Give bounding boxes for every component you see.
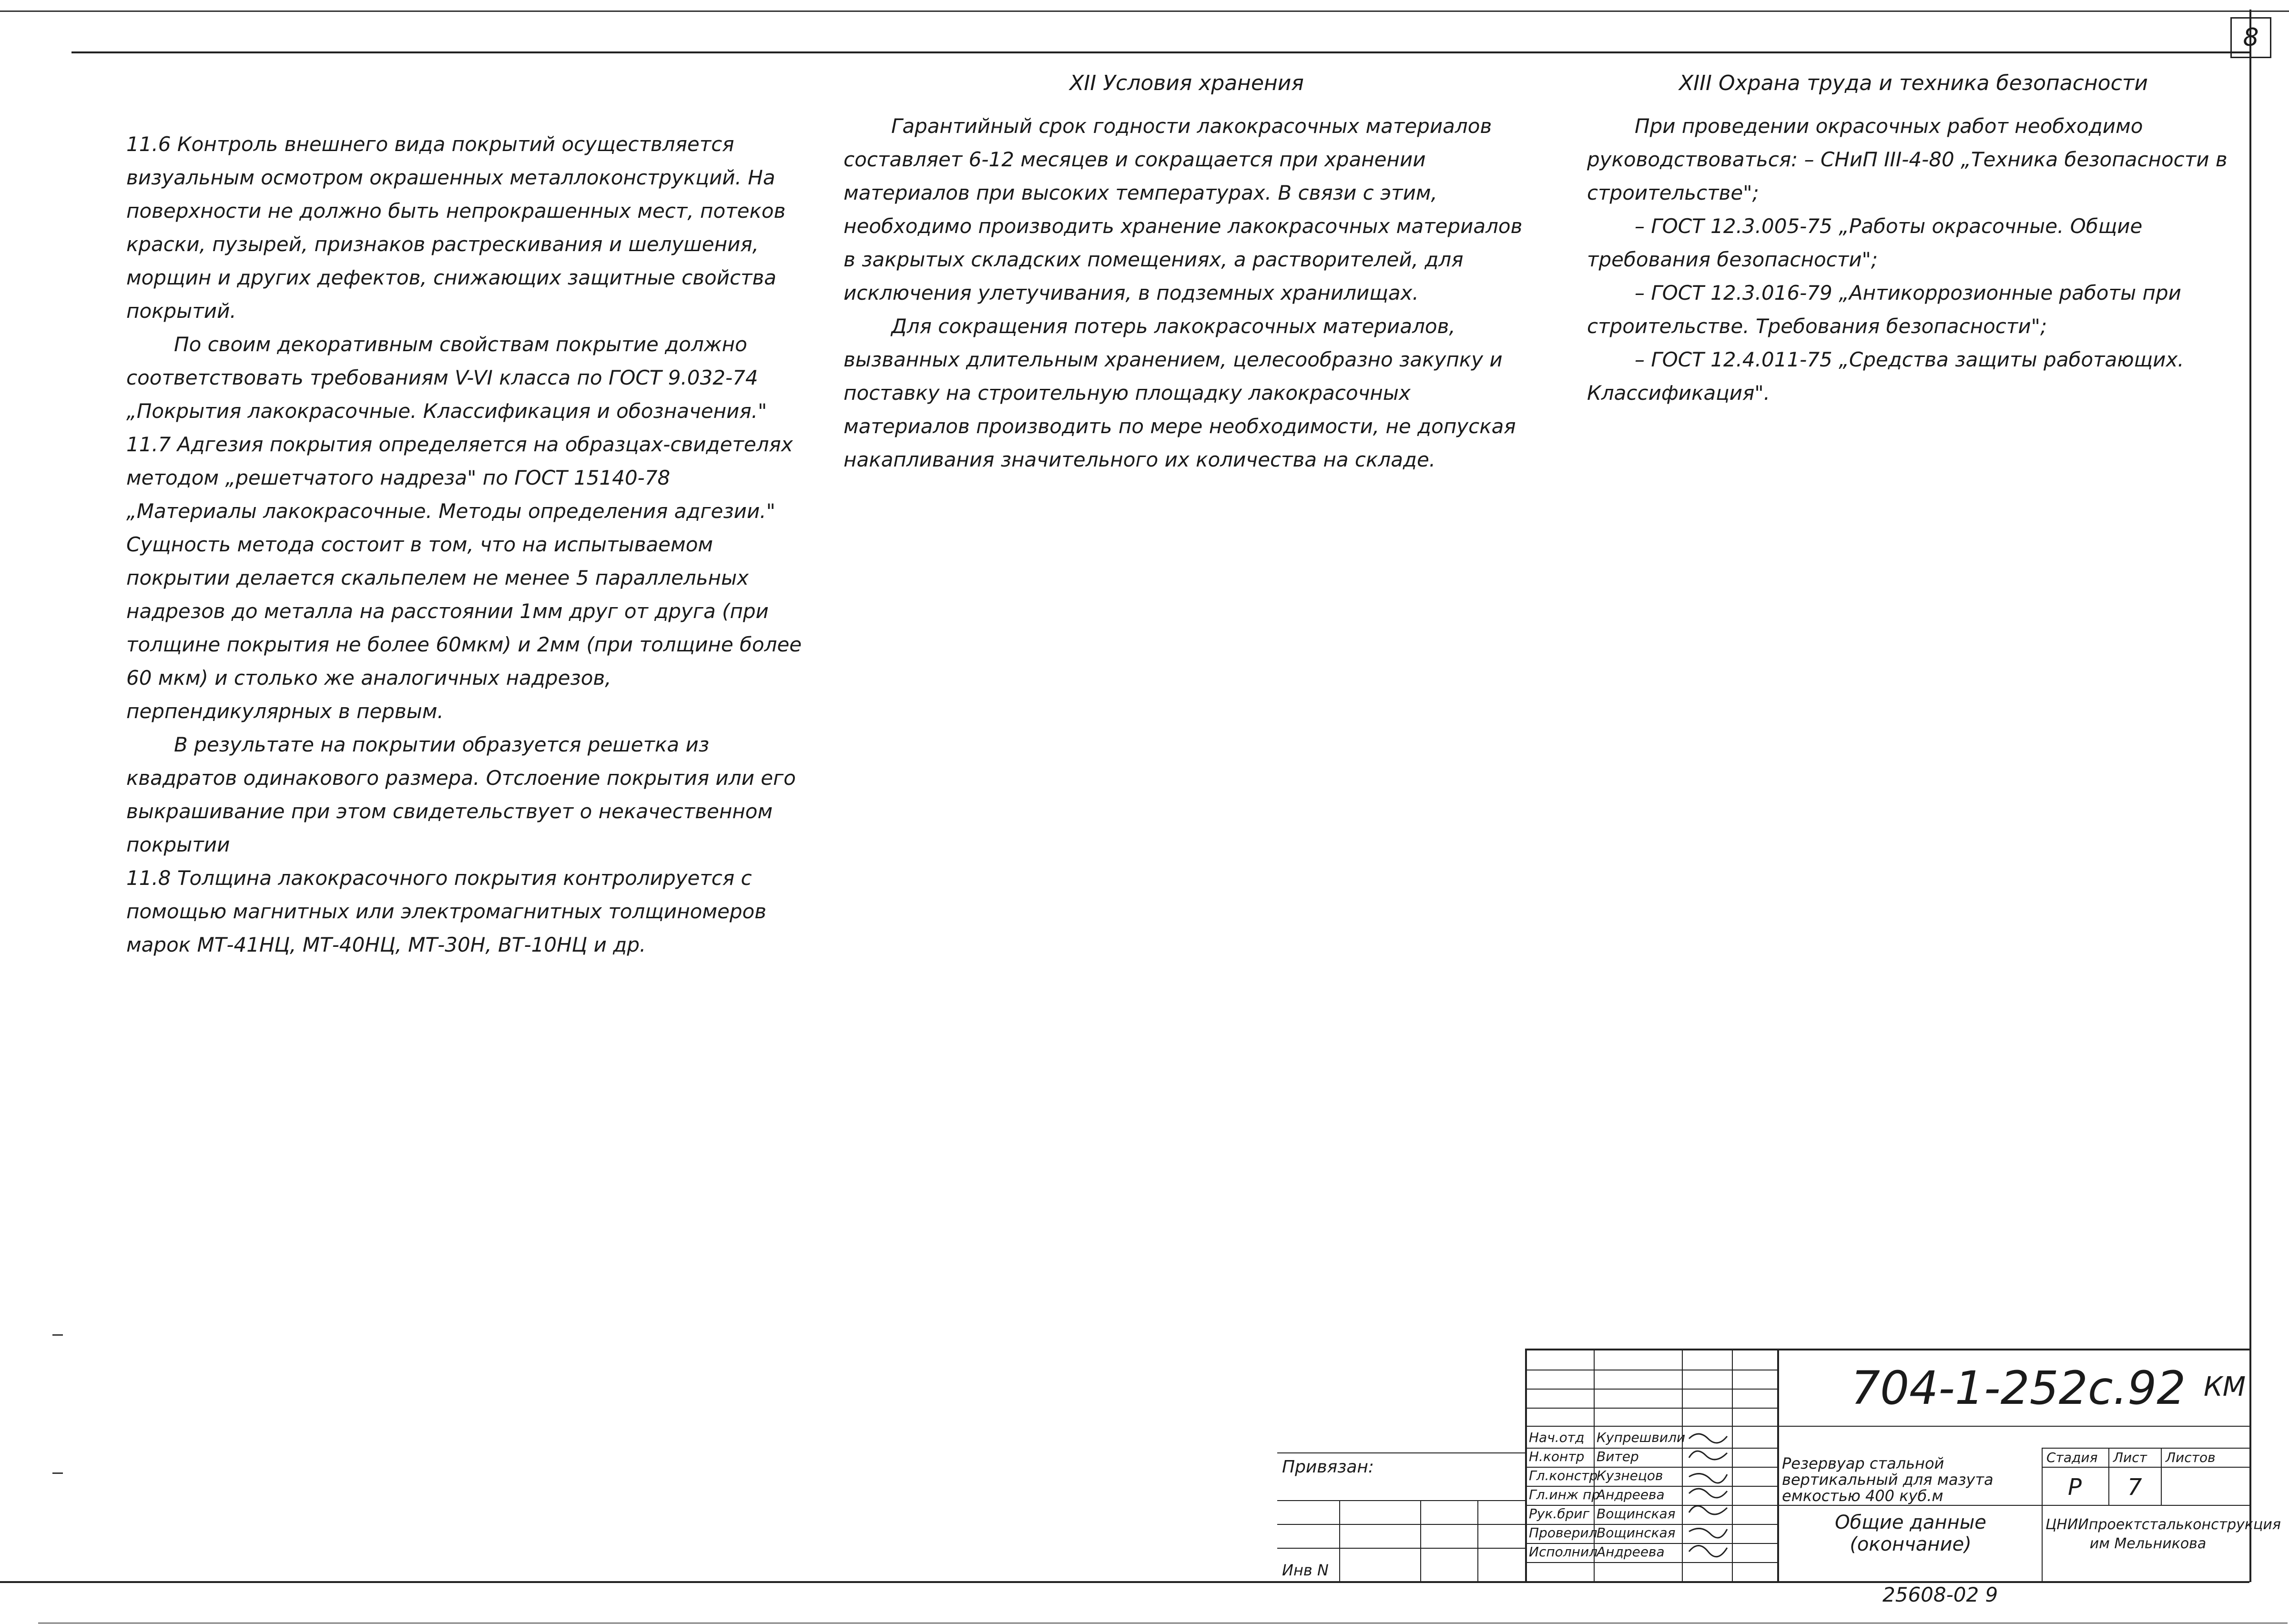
role-label: Нач.отд xyxy=(1529,1430,1585,1445)
organization-name: ЦНИИпроектстальконструкция им Мельникова xyxy=(2045,1516,2281,1552)
role-label: Н.контр xyxy=(1529,1449,1585,1464)
section-heading-storage: XII Условия хранения xyxy=(1069,71,1304,95)
paragraph-safety-intro: При проведении окрасочных работ необходимо руководствоваться: – СНиП III-4-80 „Техника безопасности в строительстве"; xyxy=(1587,114,2228,204)
person-name: Купрешвили xyxy=(1597,1430,1686,1445)
role-label: Исполнил xyxy=(1529,1544,1598,1560)
title-block xyxy=(1525,1349,2281,1583)
paragraph-gost-005: – ГОСТ 12.3.005-75 „Работы окрасочные. Общие требования безопасности"; xyxy=(1587,214,2143,271)
drawing-mark: КМ xyxy=(2204,1371,2246,1402)
stage-value: Р xyxy=(2068,1474,2082,1501)
role-label: Проверил xyxy=(1529,1525,1597,1541)
person-name: Кузнецов xyxy=(1597,1468,1663,1483)
sheet-title: Общие данные (окончание) xyxy=(1835,1512,1986,1555)
paragraph-gost-011: – ГОСТ 12.4.011-75 „Средства защиты работающих. Классификация". xyxy=(1587,348,2184,405)
paragraph-loss-reduction: Для сокращения потерь лакокрасочных материалов, вызванных длительным хранением, целесообразно закупку и поставку на строительную площадку лакокрасочных материалов производить по мере необходимости, не допуская накапливания значительного их количества на складе. xyxy=(844,315,1516,471)
middle-column xyxy=(844,67,1530,477)
inventory-label: Инв N xyxy=(1282,1561,1329,1579)
sheets-label: Листов xyxy=(2166,1450,2216,1465)
outer-frame-bottom xyxy=(38,1623,2288,1624)
archive-number: 25608-02 9 xyxy=(1882,1583,1998,1606)
left-column xyxy=(126,128,803,962)
sheet-label: Лист xyxy=(2113,1450,2147,1465)
frame-right-border xyxy=(2249,10,2251,1582)
signatures-image xyxy=(1687,1427,1729,1565)
sheet-value: 7 xyxy=(2127,1474,2142,1501)
paragraph-11-7: 11.7 Адгезия покрытия определяется на образцах-свидетелях методом „решетчатого надреза" по ГОСТ 15140-78 „Материалы лакокрасочные. Методы определения адгезии." Сущность метода состоит в том, что на испытываемом покрытии делается скальпелем не менее 5 параллельных надрезов до металла на расстоянии 1мм друг от друга (при толщине покрытия не более 60мкм) и 2мм (при толщине более 60 мкм) и столько же аналогичных надрезов, перпендикулярных в первым. xyxy=(126,433,802,723)
person-name: Андреева xyxy=(1597,1544,1665,1560)
section-heading-safety: XIII Охрана труда и техника безопасности xyxy=(1679,71,2148,95)
paragraph-gost-016: – ГОСТ 12.3.016-79 „Антикоррозионные работы при строительстве. Требования безопасности"; xyxy=(1587,281,2181,338)
paragraph-11-8: 11.8 Толщина лакокрасочного покрытия контролируется с помощью магнитных или электромагнитных толщиномеров марок МТ-41НЦ, МТ-40НЦ, МТ-30Н, ВТ-10НЦ и др. xyxy=(126,866,766,956)
bound-label: Привязан: xyxy=(1282,1457,1374,1477)
outer-frame-top xyxy=(0,10,2289,12)
page-number: 8 xyxy=(2230,17,2271,58)
person-name: Андреева xyxy=(1597,1487,1665,1502)
stage-label: Стадия xyxy=(2046,1450,2098,1465)
paragraph-shelf-life: Гарантийный срок годности лакокрасочных материалов составляет 6-12 месяцев и сокращается при хранении материалов при высоких температурах. В связи с этим, необходимо производить хранение лакокрасочных материалов в закрытых складских помещениях, а растворителей, для исключения улетучивания, в подземных хранилищах. xyxy=(844,114,1523,304)
role-label: Гл.инж пр xyxy=(1529,1487,1600,1502)
role-label: Рук.бриг xyxy=(1529,1506,1590,1522)
frame-top-border xyxy=(71,51,2249,53)
right-column xyxy=(1587,67,2240,410)
person-name: Витер xyxy=(1597,1449,1639,1464)
paragraph-result: В результате на покрытии образуется решетка из квадратов одинакового размера. Отслоение покрытия или его выкрашивание при этом свидетельствует о некачественном покрытии xyxy=(126,733,796,856)
person-name: Вощинская xyxy=(1597,1506,1676,1522)
binding-block xyxy=(1277,1452,1525,1581)
paragraph-11-6: 11.6 Контроль внешнего вида покрытий осуществляется визуальным осмотром окрашенных металлоконструкций. На поверхности не должно быть непрокрашенных мест, потеков краски, пузырей, признаков растрескивания и шелушения, морщин и других дефектов, снижающих защитные свойства покрытий. xyxy=(126,132,786,323)
object-name: Резервуар стальной вертикальный для мазута емкостью 400 куб.м xyxy=(1782,1454,1994,1505)
paragraph-decorative: По своим декоративным свойствам покрытие должно соответствовать требованиям V-VI класса по ГОСТ 9.032-74 „Покрытия лакокрасочные. Классификация и обозначения." xyxy=(126,333,767,423)
margin-tick xyxy=(52,1472,63,1474)
person-name: Вощинская xyxy=(1597,1525,1676,1541)
drawing-designation: 704-1-252с.92 xyxy=(1851,1361,2186,1415)
margin-tick xyxy=(52,1334,63,1336)
role-label: Гл.констр xyxy=(1529,1468,1598,1483)
